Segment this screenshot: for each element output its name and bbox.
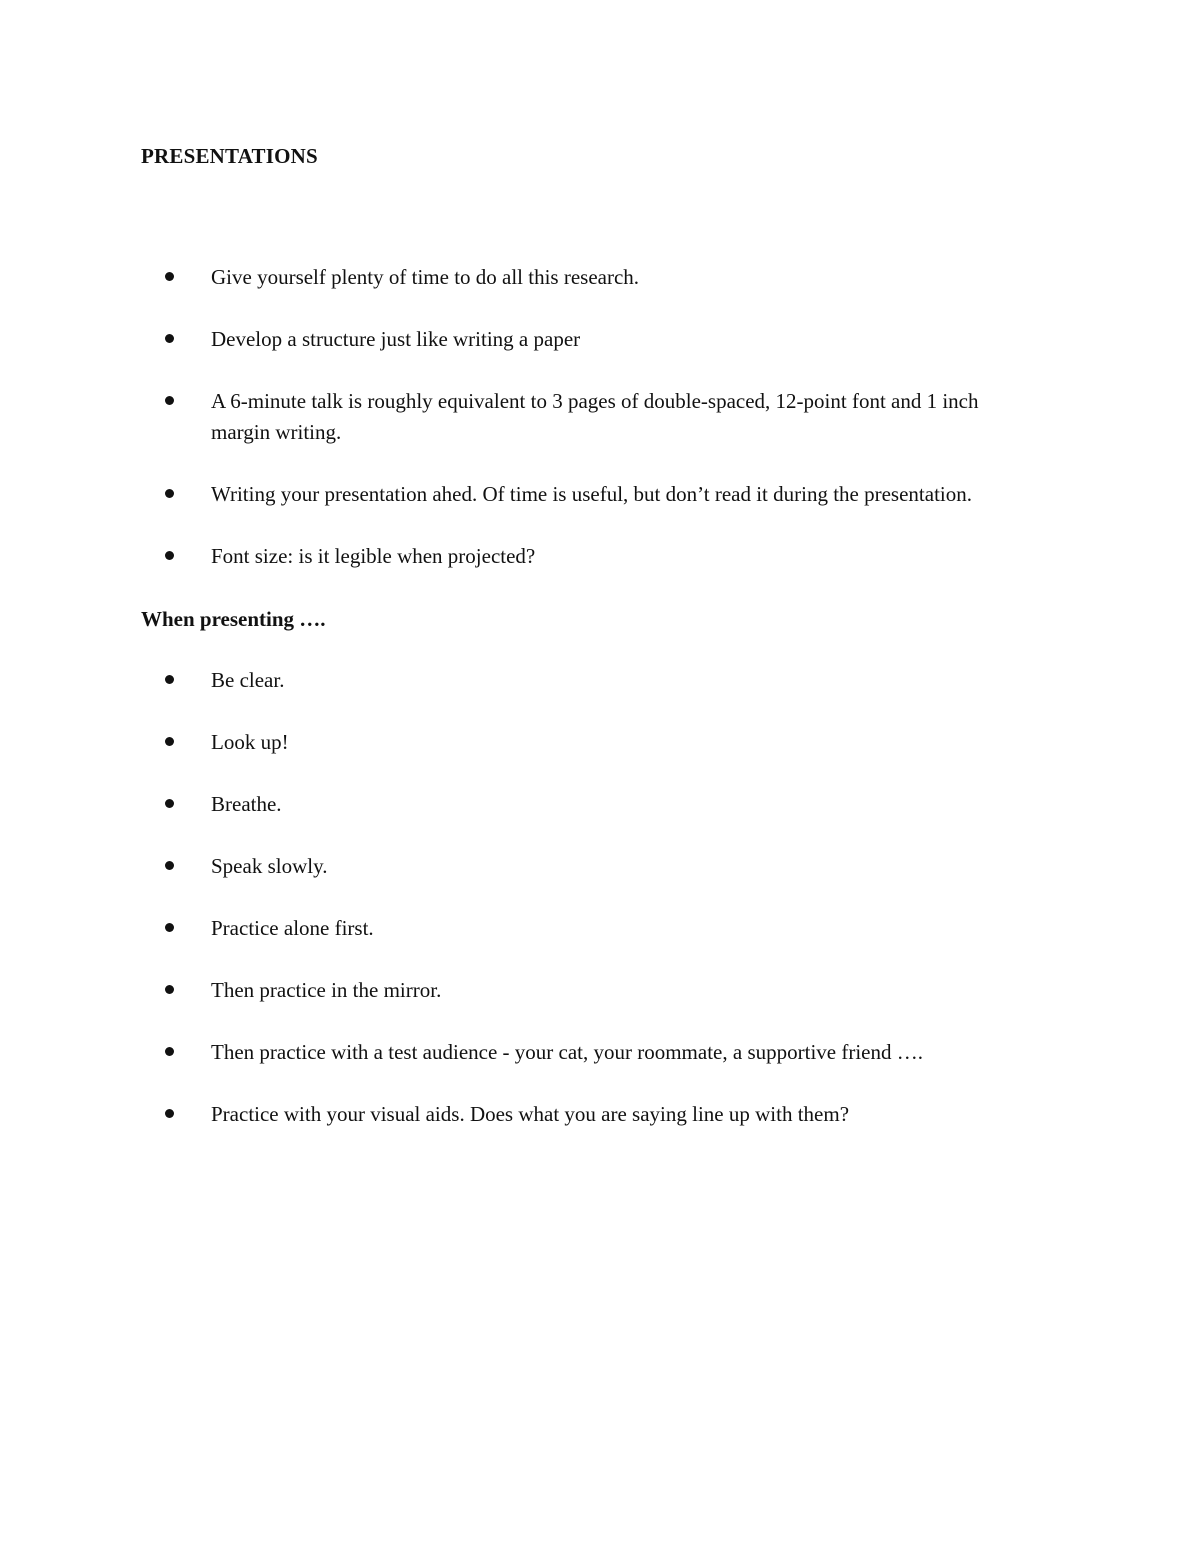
list-item-text: Speak slowly. xyxy=(211,854,328,878)
bullet-icon xyxy=(165,334,174,343)
list-item xyxy=(141,727,1041,758)
presenting-list xyxy=(141,665,1041,1130)
bullet-icon xyxy=(165,861,174,870)
bullet-icon xyxy=(165,675,174,684)
bullet-icon xyxy=(165,737,174,746)
list-item xyxy=(141,541,1041,572)
list-item-text: Then practice in the mirror. xyxy=(211,978,442,1002)
list-item-text: Practice with your visual aids. Does what you are saying line up with them? xyxy=(211,1102,850,1126)
document-title: PRESENTATIONS xyxy=(141,144,318,168)
list-item xyxy=(141,1037,1041,1068)
preparation-list xyxy=(141,262,1041,572)
section-heading: When presenting …. xyxy=(141,607,326,631)
document-content xyxy=(141,140,1041,1161)
list-item xyxy=(141,324,1041,355)
list-item-text: Develop a structure just like writing a paper xyxy=(211,327,581,351)
list-item-text: A 6-minute talk is roughly equivalent to 3 pages of double-spaced, 12-point font and 1 inch margin writing. xyxy=(211,389,979,444)
list-item xyxy=(141,665,1041,696)
list-item xyxy=(141,479,1041,510)
list-item-text: Then practice with a test audience - your cat, your roommate, a supportive friend …. xyxy=(211,1040,923,1064)
bullet-icon xyxy=(165,799,174,808)
list-item xyxy=(141,789,1041,820)
list-item xyxy=(141,386,1041,448)
list-item xyxy=(141,1099,1041,1130)
list-item-text: Look up! xyxy=(211,730,289,754)
bullet-icon xyxy=(165,1109,174,1118)
list-item-text: Be clear. xyxy=(211,668,285,692)
list-item xyxy=(141,851,1041,882)
bullet-icon xyxy=(165,489,174,498)
list-item xyxy=(141,975,1041,1006)
bullet-icon xyxy=(165,985,174,994)
bullet-icon xyxy=(165,551,174,560)
bullet-icon xyxy=(165,272,174,281)
list-item-text: Give yourself plenty of time to do all this research. xyxy=(211,265,640,289)
list-item-text: Breathe. xyxy=(211,792,282,816)
bullet-icon xyxy=(165,923,174,932)
list-item xyxy=(141,262,1041,293)
bullet-icon xyxy=(165,1047,174,1056)
list-item xyxy=(141,913,1041,944)
list-item-text: Practice alone first. xyxy=(211,916,374,940)
list-item-text: Font size: is it legible when projected? xyxy=(211,544,536,568)
bullet-icon xyxy=(165,396,174,405)
list-item-text: Writing your presentation ahed. Of time is useful, but don’t read it during the presentation. xyxy=(211,482,973,506)
